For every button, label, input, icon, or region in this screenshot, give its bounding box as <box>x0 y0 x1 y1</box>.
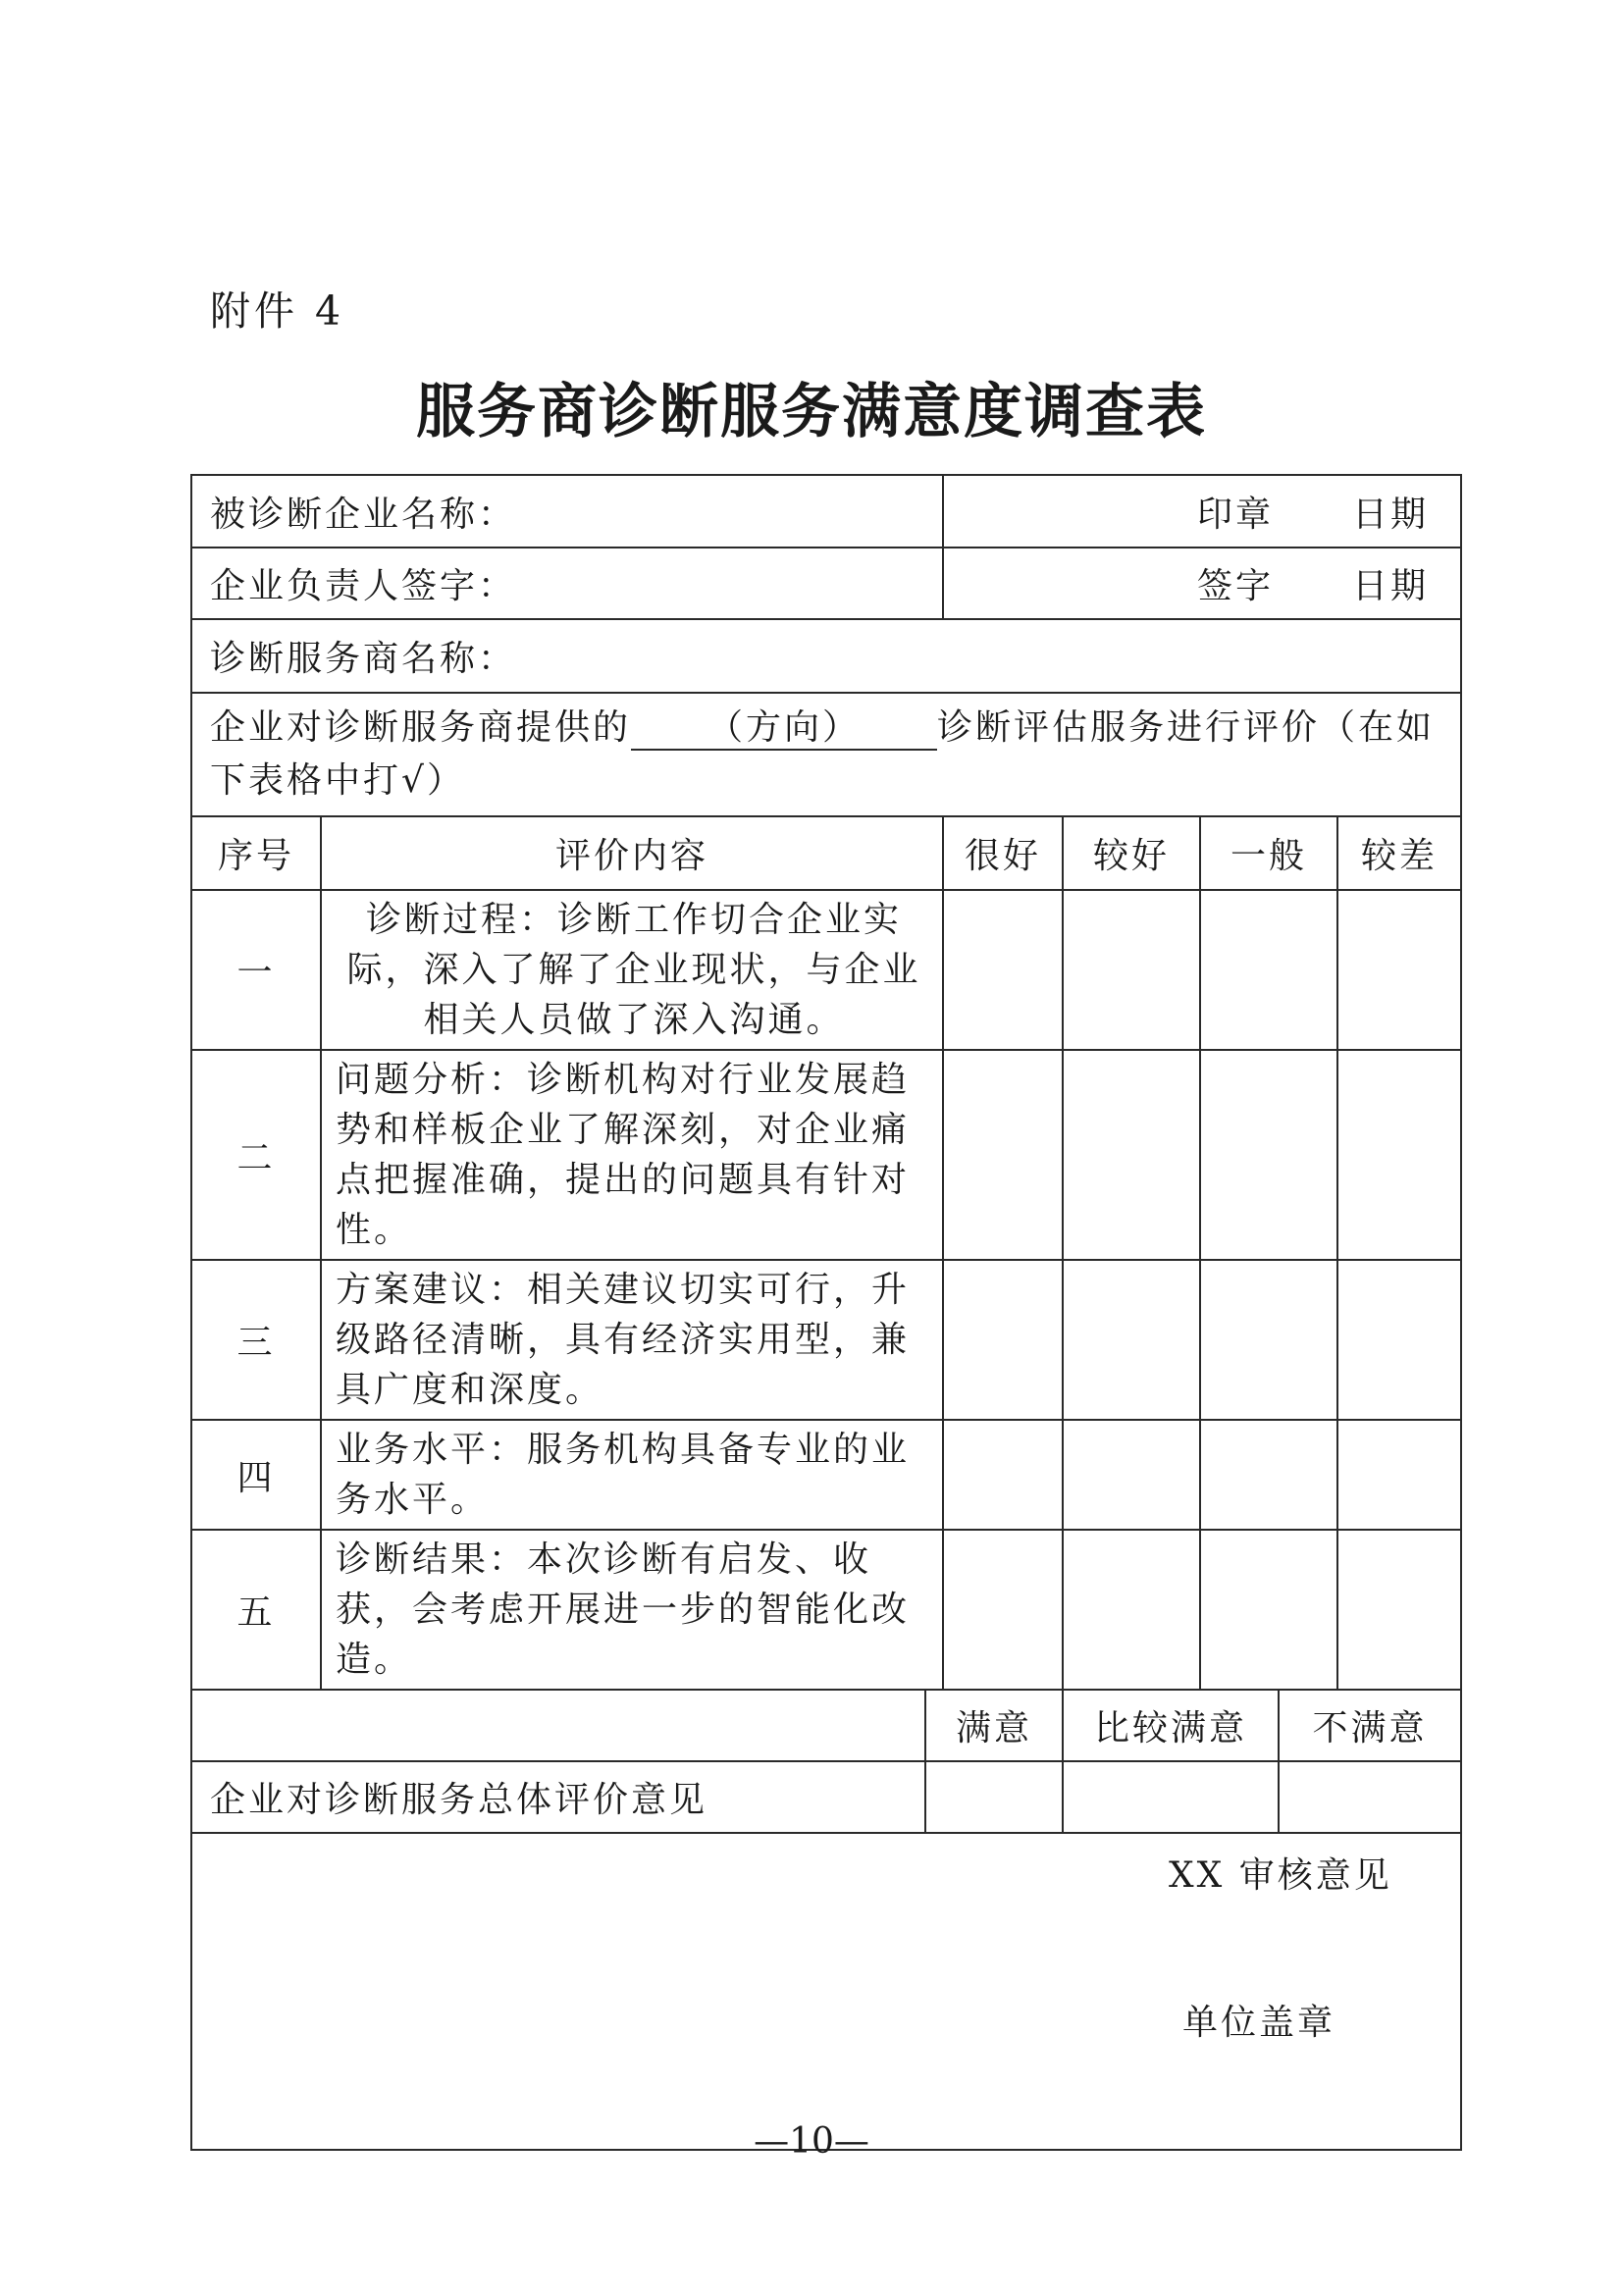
unit-seal-label: 单位盖章 <box>1182 2003 1336 2043</box>
rate-average-cell[interactable] <box>1200 1530 1337 1690</box>
header-content: 评价内容 <box>321 816 943 890</box>
company-name-label: 被诊断企业名称： <box>210 494 517 535</box>
provider-name-label: 诊断服务商名称： <box>210 639 517 679</box>
rate-poor-cell[interactable] <box>1337 1260 1461 1420</box>
direction-blank[interactable]: （方向） <box>631 707 937 751</box>
header-poor: 较差 <box>1337 816 1461 890</box>
instruction-text-2: 诊断评估服务进行评价（在如下表格中打√） <box>210 707 1436 801</box>
row-serial: 三 <box>191 1260 321 1420</box>
rate-poor-cell[interactable] <box>1337 1530 1461 1690</box>
rate-good-cell[interactable] <box>1063 890 1200 1050</box>
row-serial: 二 <box>191 1050 321 1260</box>
rate-very-good-cell[interactable] <box>943 1530 1063 1690</box>
sign-date-label: 日期 <box>1352 566 1430 606</box>
rating-row <box>191 1260 1461 1420</box>
header-unsatisfied: 不满意 <box>1279 1690 1461 1761</box>
sign-label: 签字 <box>1197 566 1275 606</box>
row-serial: 四 <box>191 1420 321 1530</box>
company-name-cell[interactable] <box>191 475 943 548</box>
rating-row <box>191 1420 1461 1530</box>
rate-poor-cell[interactable] <box>1337 890 1461 1050</box>
rate-good-cell[interactable] <box>1063 1420 1200 1530</box>
rating-row <box>191 890 1461 1050</box>
rating-header-row <box>191 816 1461 890</box>
rate-good-cell[interactable] <box>1063 1260 1200 1420</box>
rate-good-cell[interactable] <box>1063 1530 1200 1690</box>
rate-average-cell[interactable] <box>1200 890 1337 1050</box>
instruction-row <box>191 693 1461 816</box>
company-name-row <box>191 475 1461 548</box>
row-content: 问题分析：诊断机构对行业发展趋势和样板企业了解深刻，对企业痛点把握准确，提出的问题具有针对性。 <box>321 1050 943 1260</box>
overall-satisfied-cell[interactable] <box>925 1761 1063 1833</box>
rate-very-good-cell[interactable] <box>943 890 1063 1050</box>
row-content: 方案建议：相关建议切实可行，升级路径清晰，具有经济实用型，兼具广度和深度。 <box>321 1260 943 1420</box>
seal-label: 印章 <box>1197 494 1275 535</box>
page-number: —10— <box>754 2121 869 2162</box>
overall-header-row <box>191 1690 1461 1761</box>
header-good: 较好 <box>1063 816 1200 890</box>
rate-average-cell[interactable] <box>1200 1420 1337 1530</box>
rate-very-good-cell[interactable] <box>943 1260 1063 1420</box>
rating-row <box>191 1530 1461 1690</box>
header-average: 一般 <box>1200 816 1337 890</box>
attachment-label: 附件 4 <box>210 287 345 335</box>
rate-poor-cell[interactable] <box>1337 1420 1461 1530</box>
review-cell[interactable] <box>191 1833 1461 2150</box>
review-row <box>191 1833 1461 2150</box>
rate-good-cell[interactable] <box>1063 1050 1200 1260</box>
overall-blank-cell <box>191 1690 925 1761</box>
seal-date-label: 日期 <box>1352 494 1430 535</box>
rate-very-good-cell[interactable] <box>943 1420 1063 1530</box>
rate-very-good-cell[interactable] <box>943 1050 1063 1260</box>
row-content: 业务水平：服务机构具备专业的业务水平。 <box>321 1420 943 1530</box>
signer-cell[interactable] <box>191 548 943 619</box>
header-satisfied: 满意 <box>925 1690 1063 1761</box>
survey-form-table <box>190 474 1462 2151</box>
overall-fairly-satisfied-cell[interactable] <box>1063 1761 1279 1833</box>
sign-date-cell[interactable] <box>943 548 1461 619</box>
provider-row <box>191 619 1461 693</box>
rating-row <box>191 1050 1461 1260</box>
row-content: 诊断结果：本次诊断有启发、收获，会考虑开展进一步的智能化改造。 <box>321 1530 943 1690</box>
document-title: 服务商诊断服务满意度调查表 <box>416 378 1207 446</box>
signer-label: 企业负责人签字： <box>210 566 517 606</box>
header-serial: 序号 <box>191 816 321 890</box>
row-serial: 一 <box>191 890 321 1050</box>
rate-average-cell[interactable] <box>1200 1050 1337 1260</box>
review-title: XX 审核意见 <box>1169 1855 1392 1896</box>
header-fairly-satisfied: 比较满意 <box>1063 1690 1279 1761</box>
overall-rating-row <box>191 1761 1461 1833</box>
signer-row <box>191 548 1461 619</box>
row-serial: 五 <box>191 1530 321 1690</box>
seal-date-cell[interactable] <box>943 475 1461 548</box>
overall-label: 企业对诊断服务总体评价意见 <box>191 1761 925 1833</box>
header-very-good: 很好 <box>943 816 1063 890</box>
rate-average-cell[interactable] <box>1200 1260 1337 1420</box>
instruction-text-1: 企业对诊断服务商提供的 <box>210 707 632 748</box>
provider-name-cell[interactable] <box>191 619 1461 693</box>
row-content: 诊断过程：诊断工作切合企业实际，深入了解了企业现状，与企业相关人员做了深入沟通。 <box>321 890 943 1050</box>
rate-poor-cell[interactable] <box>1337 1050 1461 1260</box>
instruction-cell <box>191 693 1461 816</box>
overall-unsatisfied-cell[interactable] <box>1279 1761 1461 1833</box>
